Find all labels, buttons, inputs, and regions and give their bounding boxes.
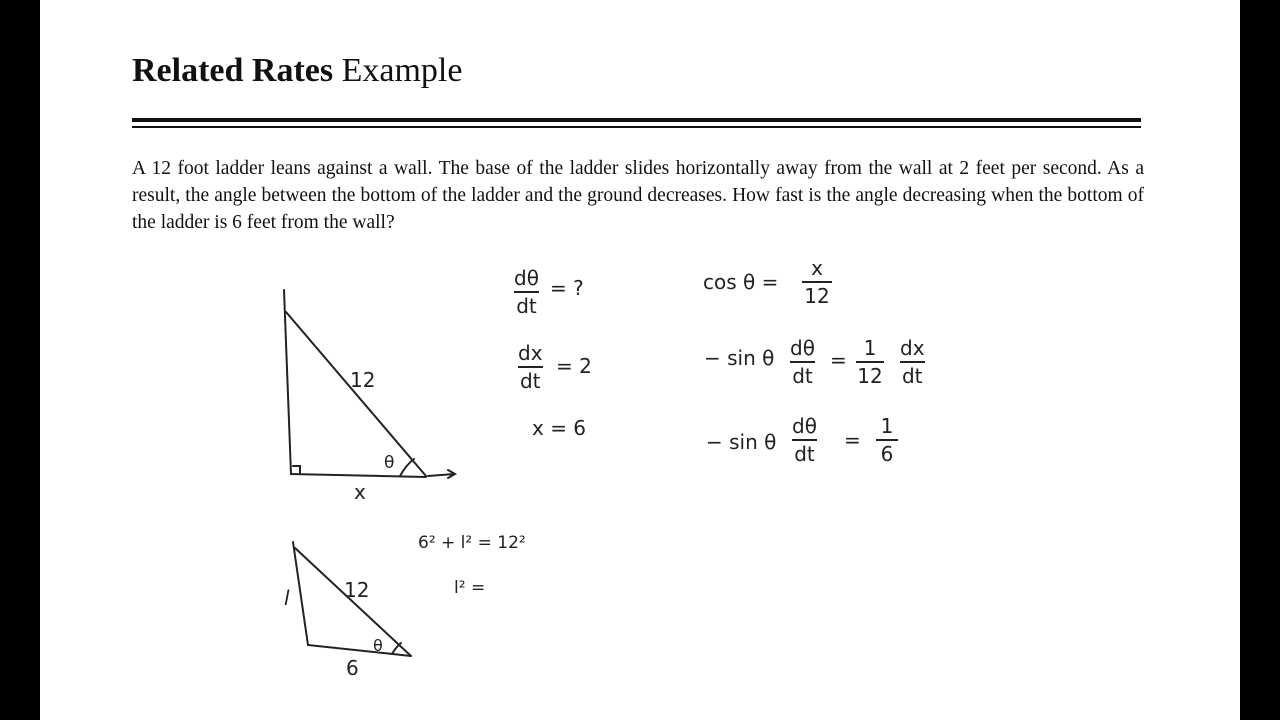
line3-dtheta-fraction <box>792 416 817 464</box>
dtheta-unknown: = ? <box>550 276 584 300</box>
frac-bar <box>876 439 898 441</box>
dx-num: dx <box>518 341 543 365</box>
line3-dtheta-num: dθ <box>792 414 817 438</box>
line2-equals: = <box>830 348 847 372</box>
dx-dt-fraction <box>518 343 543 391</box>
slide-page <box>40 0 1240 720</box>
base-x-label: x <box>354 480 366 504</box>
frac-bar <box>792 439 817 441</box>
line2-coef-fraction <box>856 338 884 386</box>
line2-dtheta-den: dt <box>792 364 813 388</box>
frac-bar <box>802 281 832 283</box>
frac-bar <box>900 361 925 363</box>
line3-lhs: − sin θ <box>706 430 777 454</box>
cos-den: 12 <box>804 284 830 308</box>
line3-result-num: 1 <box>880 414 894 438</box>
frac-bar <box>518 366 543 368</box>
ladder-line <box>286 312 426 476</box>
tri2-base-label: 6 <box>346 656 359 680</box>
ladder-length-label: 12 <box>350 368 376 392</box>
line3-result-fraction <box>876 416 898 464</box>
problem-statement: A 12 foot ladder leans against a wall. The base of the ladder slides horizontally away from the wall at 2 feet per second. As a result, the angle between the bottom of the ladder and the ground decreases. How fast is the angle decreasing when the bottom of the ladder is 6 feet from the wall? <box>132 158 1144 233</box>
right-angle-mark <box>293 466 300 473</box>
line2-dx-fraction <box>900 338 925 386</box>
line2-lhs: − sin θ <box>704 346 775 370</box>
frac-bar <box>790 361 815 363</box>
line3-equals: = <box>844 428 861 452</box>
line2-dx-num: dx <box>900 336 925 360</box>
angle-arc-2 <box>392 643 401 654</box>
dtheta-den: dt <box>516 294 537 318</box>
tri2-base <box>308 645 411 656</box>
line3-dtheta-den: dt <box>794 442 815 466</box>
tri2-hyp <box>295 548 411 656</box>
line2-dtheta-num: dθ <box>790 336 815 360</box>
line3-result-den: 6 <box>880 442 894 466</box>
dx-dt-value: = 2 <box>556 354 592 378</box>
tri2-side-label: l <box>284 586 290 610</box>
tri2-angle-label: θ <box>373 636 383 655</box>
line2-dtheta-fraction <box>790 338 815 386</box>
line2-coef-num: 1 <box>863 336 877 360</box>
x-value: x = 6 <box>532 416 587 440</box>
title-bold: Related Rates <box>132 52 334 89</box>
dtheta-num: dθ <box>514 266 539 290</box>
cos-fraction <box>802 258 832 306</box>
title-regular: Example <box>333 52 463 89</box>
frac-bar <box>514 291 539 293</box>
cos-num: x <box>811 256 823 280</box>
ground-line <box>291 474 426 477</box>
dx-den: dt <box>519 369 541 393</box>
dtheta-dt-fraction <box>514 268 539 316</box>
frac-bar <box>856 361 884 363</box>
line2-dx-den: dt <box>901 364 923 388</box>
diagram-strokes <box>40 0 1240 720</box>
pythagorean-partial: l² = <box>454 578 486 598</box>
cos-lhs: cos θ = <box>703 270 779 294</box>
pythagorean-equation: 6² + l² = 12² <box>418 533 526 553</box>
line2-coef-den: 12 <box>857 364 883 388</box>
angle-arc-1 <box>400 459 414 476</box>
tri2-hyp-label: 12 <box>344 578 370 602</box>
angle-theta-label: θ <box>384 453 395 473</box>
